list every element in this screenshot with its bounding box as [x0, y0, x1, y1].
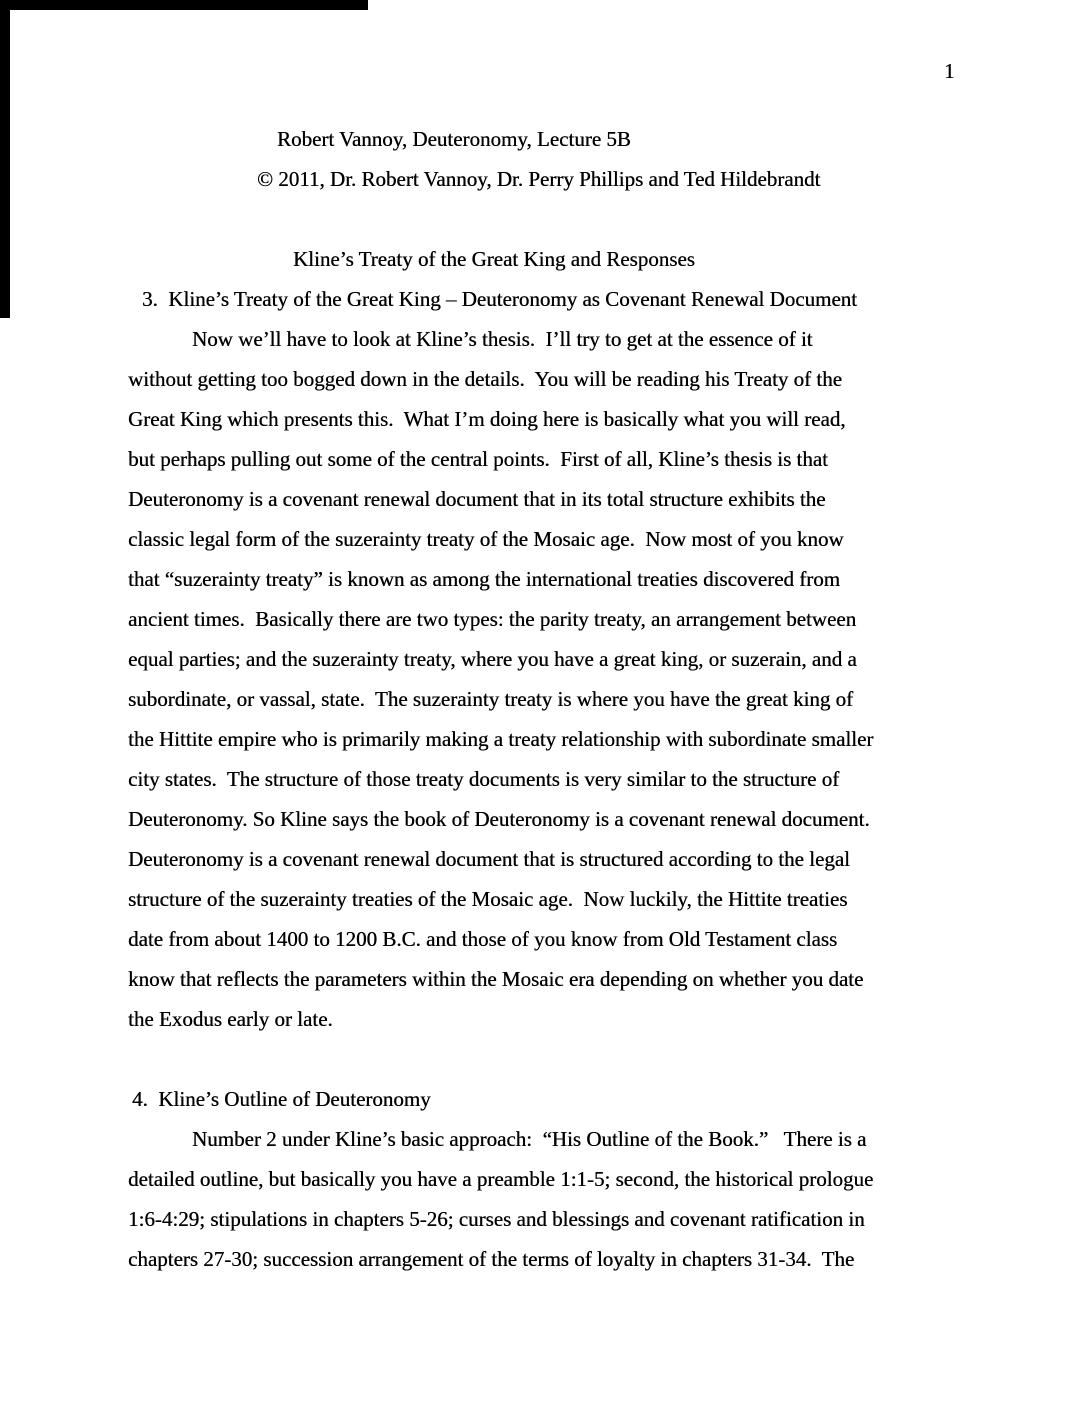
blank-line — [0, 1039, 1088, 1079]
body-line: chapters 27-30; succession arrangement of the terms of loyalty in chapters 31-34. The — [128, 1247, 855, 1271]
body-line: Deuteronomy. So Kline says the book of Deuteronomy is a covenant renewal document. — [128, 807, 870, 831]
body-line: structure of the suzerainty treaties of the Mosaic age. Now luckily, the Hittite treaties — [128, 887, 848, 911]
body-line: Great King which presents this. What I’m doing here is basically what you will read, — [128, 407, 846, 431]
body-line: the Hittite empire who is primarily making a treaty relationship with subordinate smaller — [128, 727, 874, 751]
body-line: the Exodus early or late. — [128, 1007, 333, 1031]
body-line: know that reflects the parameters within the Mosaic era depending on whether you date — [128, 967, 864, 991]
body-line: subordinate, or vassal, state. The suzerainty treaty is where you have the great king of — [128, 687, 854, 711]
body-line: without getting too bogged down in the details. You will be reading his Treaty of the — [128, 367, 842, 391]
body-line: that “suzerainty treaty” is known as among the international treaties discovered from — [128, 567, 841, 591]
lecture-title: Robert Vannoy, Deuteronomy, Lecture 5B — [277, 127, 631, 151]
page-number: 1 — [944, 59, 955, 83]
body-line: date from about 1400 to 1200 B.C. and those of you know from Old Testament class — [128, 927, 838, 951]
body-line: city states. The structure of those treaty documents is very similar to the structure of — [128, 767, 840, 791]
body-line: Number 2 under Kline’s basic approach: “His Outline of the Book.” There is a — [192, 1127, 867, 1151]
body-line: ancient times. Basically there are two types: the parity treaty, an arrangement between — [128, 607, 857, 631]
copyright-line: © 2011, Dr. Robert Vannoy, Dr. Perry Phillips and Ted Hildebrandt — [257, 167, 821, 191]
body-line: Now we’ll have to look at Kline’s thesis. I’ll try to get at the essence of it — [192, 327, 813, 351]
body-line: Deuteronomy is a covenant renewal document that in its total structure exhibits the — [128, 487, 826, 511]
body-line: 1:6-4:29; stipulations in chapters 5-26; curses and blessings and covenant ratification in — [128, 1207, 865, 1231]
body-line: equal parties; and the suzerainty treaty, where you have a great king, or suzerain, and a — [128, 647, 857, 671]
header-block — [0, 119, 1088, 199]
numbered-heading-4: 4. Kline’s Outline of Deuteronomy — [132, 1087, 431, 1111]
scan-artifact-top-edge — [0, 0, 368, 10]
main-text-block — [0, 239, 1088, 1279]
body-line: but perhaps pulling out some of the central points. First of all, Kline’s thesis is that — [128, 447, 828, 471]
section-heading: Kline’s Treaty of the Great King and Responses — [293, 247, 695, 271]
body-line: classic legal form of the suzerainty treaty of the Mosaic age. Now most of you know — [128, 527, 844, 551]
body-line: detailed outline, but basically you have a preamble 1:1-5; second, the historical prologue — [128, 1167, 874, 1191]
numbered-heading-3: 3. Kline’s Treaty of the Great King – Deuteronomy as Covenant Renewal Document — [142, 287, 858, 311]
body-line: Deuteronomy is a covenant renewal document that is structured according to the legal — [128, 847, 850, 871]
